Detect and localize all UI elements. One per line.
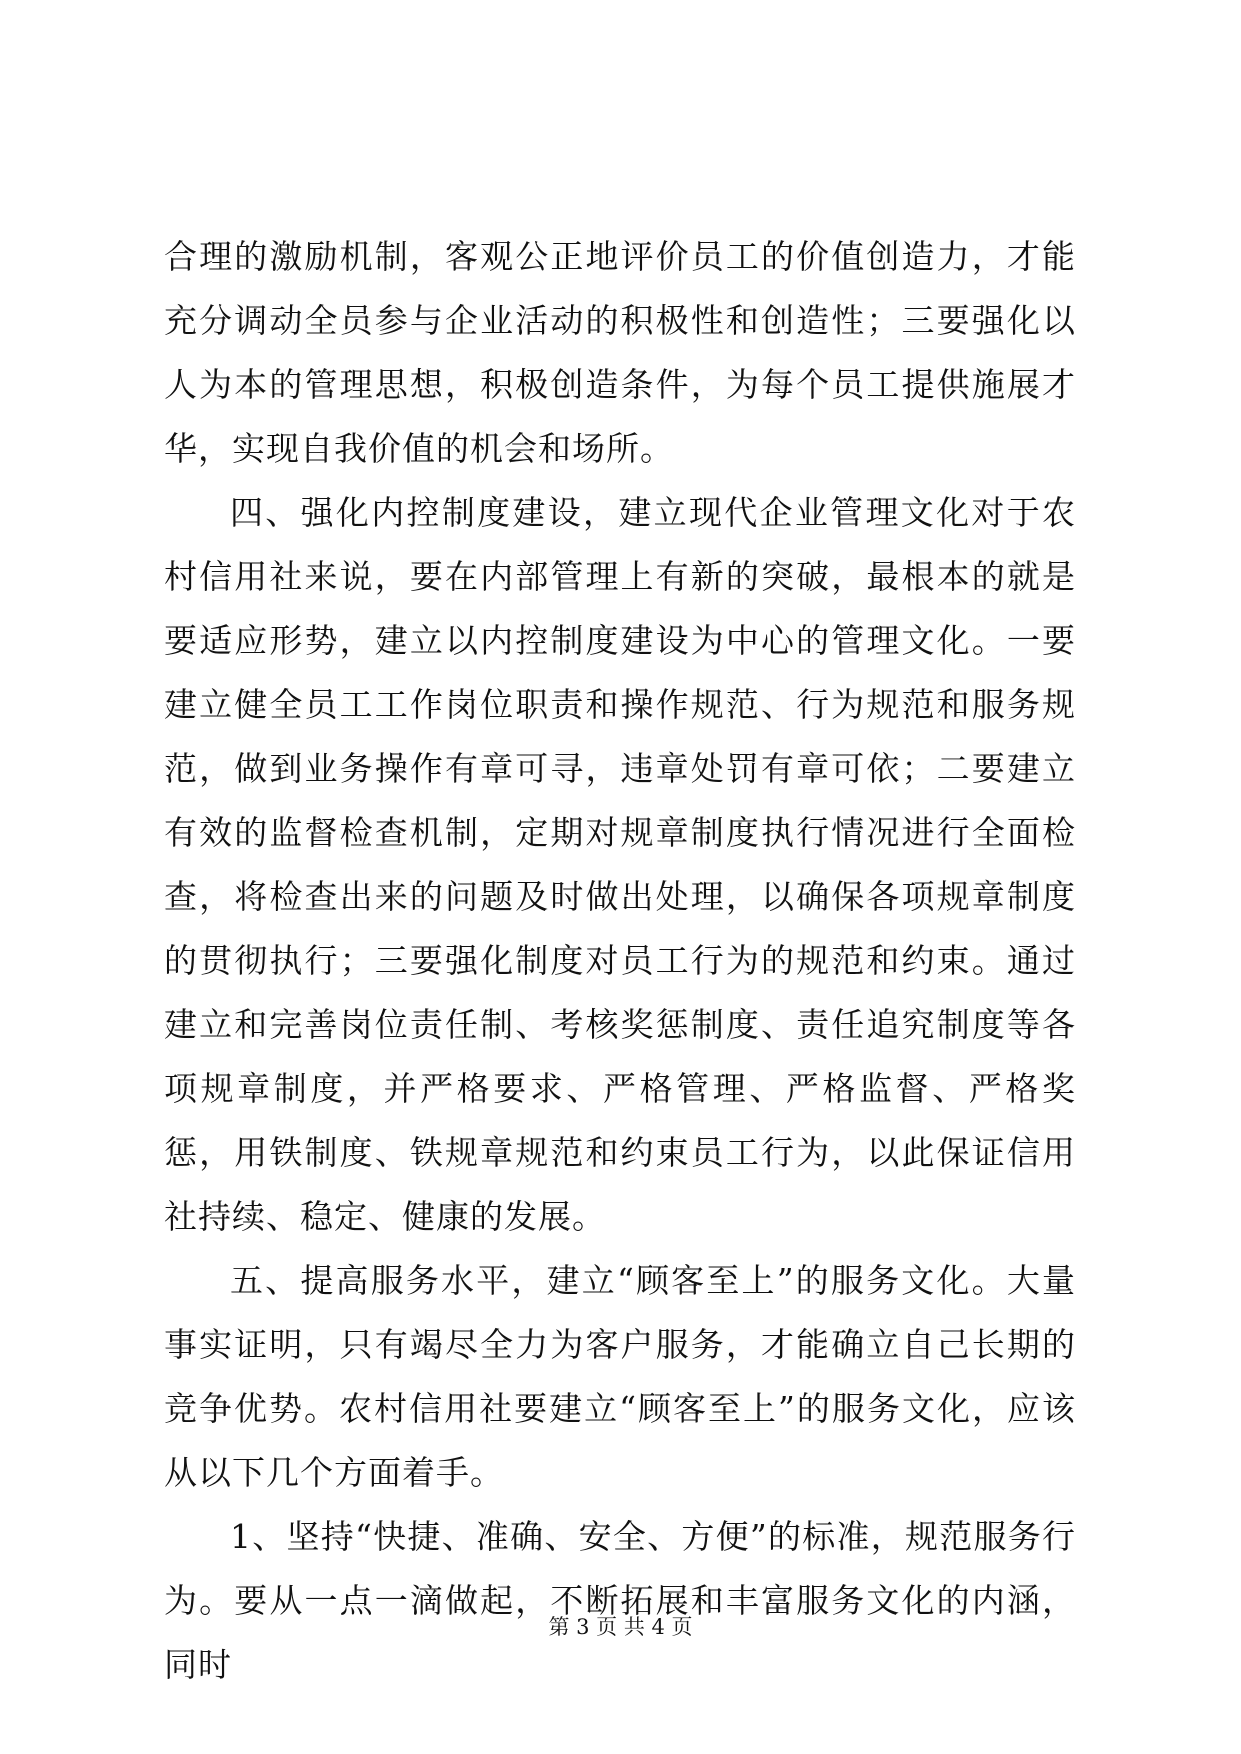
page-number-footer: 第 3 页 共 4 页 (548, 1615, 693, 1639)
paragraph-continuation: 合理的激励机制，客观公正地评价员工的价值创造力，才能充分调动全员参与企业活动的积极性和创造性；三要强化以人为本的管理思想，积极创造条件，为每个员工提供施展才华，实现自我价值的机会和场所。 (164, 237, 1076, 468)
paragraph-section-four: 四、强化内控制度建设，建立现代企业管理文化对于农村信用社来说，要在内部管理上有新的突破，最根本的就是要适应形势，建立以内控制度建设为中心的管理文化。一要建立健全员工工作岗位职责和操作规范、行为规范和服务规范，做到业务操作有章可寻，违章处罚有章可依；二要建立有效的监督检查机制，定期对规章制度执行情况进行全面检查，将检查出来的问题及时做出处理，以确保各项规章制度的贯彻执行；三要强化制度对员工行为的规范和约束。通过建立和完善岗位责任制、考核奖惩制度、责任追究制度等各项规章制度，并严格要求、严格管理、严格监督、严格奖惩，用铁制度、铁规章规范和约束员工行为，以此保证信用社持续、稳定、健康的发展。 (164, 493, 1076, 1236)
paragraph-item-one: 1、坚持“快捷、准确、安全、方便”的标准，规范服务行为。要从一点一滴做起，不断拓展和丰富服务文化的内涵，同时 (164, 1517, 1076, 1684)
paragraph-section-five: 五、提高服务水平，建立“顾客至上”的服务文化。大量事实证明，只有竭尽全力为客户服务，才能确立自己长期的竞争优势。农村信用社要建立“顾客至上”的服务文化，应该从以下几个方面着手。 (164, 1261, 1076, 1492)
document-body (164, 225, 1076, 1697)
